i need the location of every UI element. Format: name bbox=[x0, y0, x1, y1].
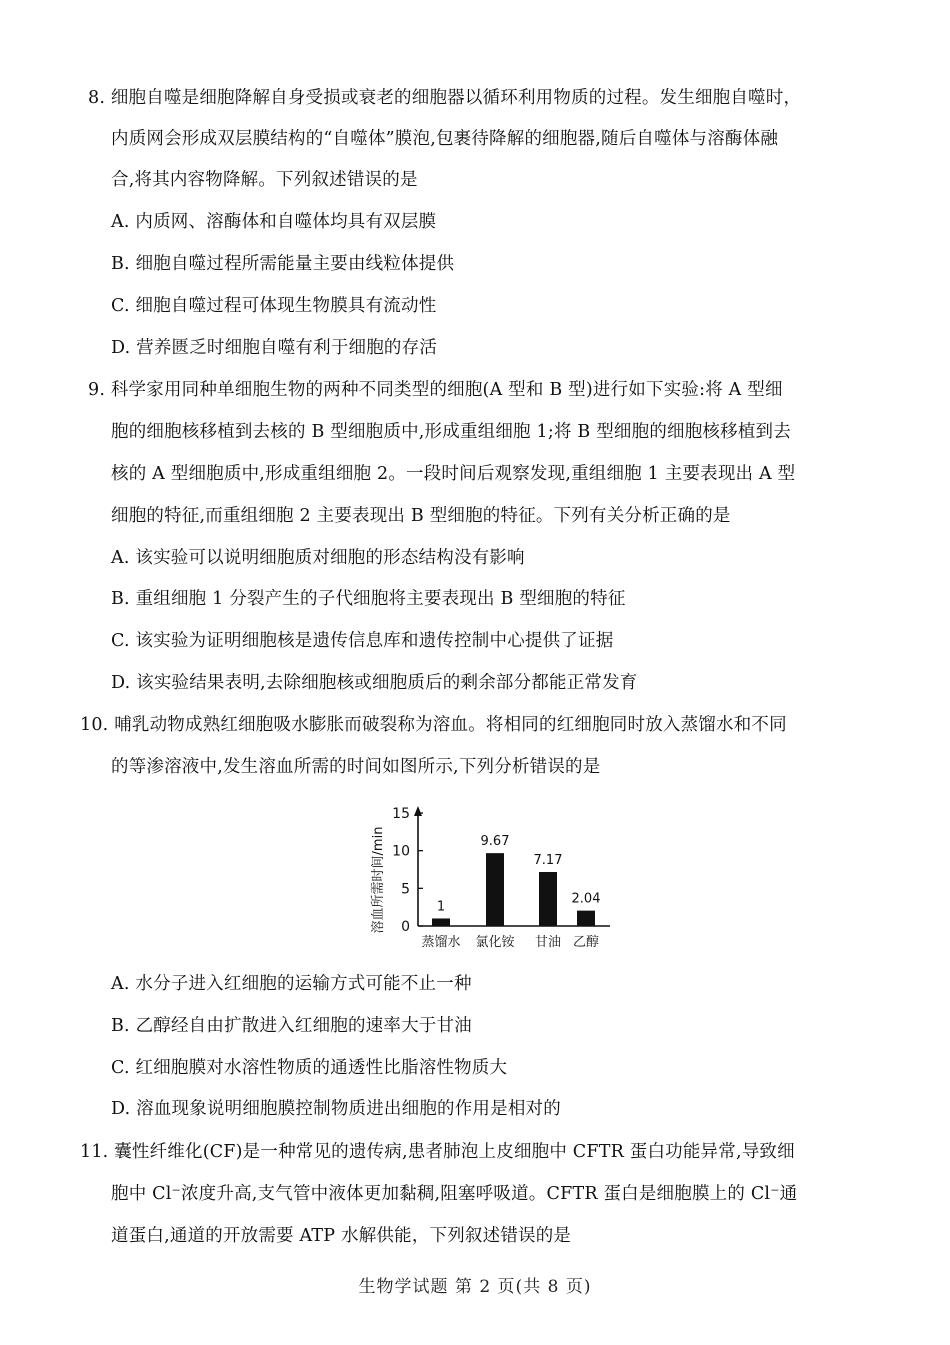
q11-stem-line-2: 胞中 Cl⁻浓度升高,支气管中液体更加黏稠,阻塞呼吸道。CFTR 蛋白是细胞膜上的 Cl⁻通 bbox=[111, 1184, 798, 1204]
q8-option-c: C. 细胞自噬过程可体现生物膜具有流动性 bbox=[111, 296, 437, 316]
q11-stem-line-1: 11. 囊性纤维化(CF)是一种常见的遗传病,患者肺泡上皮细胞中 CFTR 蛋白功能异常,导致细 bbox=[80, 1142, 795, 1162]
hemolysis-time-chart bbox=[360, 792, 620, 962]
q11-stem-line-3: 道蛋白,通道的开放需要 ATP 水解供能，下列叙述错误的是 bbox=[111, 1226, 572, 1246]
q10-stem-line-1: 10. 哺乳动物成熟红细胞吸水膨胀而破裂称为溶血。将相同的红细胞同时放入蒸馏水和不同 bbox=[80, 715, 787, 735]
chart-y-tick-label: 15 bbox=[392, 806, 410, 822]
q9-option-b: B. 重组细胞 1 分裂产生的子代细胞将主要表现出 B 型细胞的特征 bbox=[111, 589, 626, 609]
chart-bar bbox=[486, 853, 504, 926]
q10-option-c: C. 红细胞膜对水溶性物质的通透性比脂溶性物质大 bbox=[111, 1058, 508, 1078]
q10-option-d: D. 溶血现象说明细胞膜控制物质进出细胞的作用是相对的 bbox=[111, 1099, 561, 1119]
chart-ylabel: 溶血所需时间/min bbox=[371, 826, 386, 934]
q10-option-b: B. 乙醇经自由扩散进入红细胞的速率大于甘油 bbox=[111, 1016, 472, 1036]
q8-stem-line-2: 内质网会形成双层膜结构的“自噬体”膜泡,包裹待降解的细胞器,随后自噬体与溶酶体融 bbox=[111, 129, 779, 149]
q10-option-a: A. 水分子进入红细胞的运输方式可能不止一种 bbox=[111, 974, 472, 994]
chart-value-label: 1 bbox=[436, 899, 446, 915]
chart-bar bbox=[432, 918, 450, 926]
q9-stem-line-3: 核的 A 型细胞质中,形成重组细胞 2。一段时间后观察发现,重组细胞 1 主要表现出 A 型 bbox=[111, 464, 796, 484]
chart-y-tick-label: 5 bbox=[401, 881, 410, 898]
q10-stem-line-2: 的等渗溶液中,发生溶血所需的时间如图所示,下列分析错误的是 bbox=[111, 757, 601, 777]
chart-value-label: 9.67 bbox=[480, 834, 510, 850]
chart-y-tick-label: 0 bbox=[401, 919, 410, 935]
q9-option-a: A. 该实验可以说明细胞质对细胞的形态结构没有影响 bbox=[111, 548, 525, 568]
q8-stem-line-1: 8. 细胞自噬是细胞降解自身受损或衰老的细胞器以循环利用物质的过程。发生细胞自噬时， bbox=[88, 88, 802, 108]
page-footer: 生物学试题 第 2 页(共 8 页) bbox=[358, 1277, 592, 1297]
chart-category-label: 甘油 bbox=[534, 935, 562, 950]
chart-category-label: 乙醇 bbox=[572, 935, 600, 950]
q9-stem-line-2: 胞的细胞核移植到去核的 B 型细胞质中,形成重组细胞 1;将 B 型细胞的细胞核移植到去 bbox=[111, 422, 791, 442]
q8-stem-line-3: 合,将其内容物降解。下列叙述错误的是 bbox=[111, 170, 418, 190]
chart-bar bbox=[577, 911, 595, 926]
chart-value-label: 7.17 bbox=[533, 852, 563, 868]
chart-y-tick-label: 10 bbox=[392, 843, 410, 860]
q9-stem-line-4: 细胞的特征,而重组细胞 2 主要表现出 B 型细胞的特征。下列有关分析正确的是 bbox=[111, 506, 731, 526]
chart-y-axis-arrow bbox=[414, 806, 422, 816]
chart-bar bbox=[539, 872, 557, 926]
chart-value-label: 2.04 bbox=[571, 891, 601, 907]
q9-option-d: D. 该实验结果表明,去除细胞核或细胞质后的剩余部分都能正常发育 bbox=[111, 673, 638, 693]
chart-category-label: 氯化铵 bbox=[475, 935, 515, 950]
q8-option-b: B. 细胞自噬过程所需能量主要由线粒体提供 bbox=[111, 254, 455, 274]
q9-stem-line-1: 9. 科学家用同种单细胞生物的两种不同类型的细胞(A 型和 B 型)进行如下实验:将 A 型细 bbox=[88, 380, 783, 400]
q9-option-c: C. 该实验为证明细胞核是遗传信息库和遗传控制中心提供了证据 bbox=[111, 631, 614, 651]
q8-option-d: D. 营养匮乏时细胞自噬有利于细胞的存活 bbox=[111, 338, 438, 358]
q8-option-a: A. 内质网、溶酶体和自噬体均具有双层膜 bbox=[111, 212, 437, 232]
chart-category-label: 蒸馏水 bbox=[421, 935, 461, 950]
